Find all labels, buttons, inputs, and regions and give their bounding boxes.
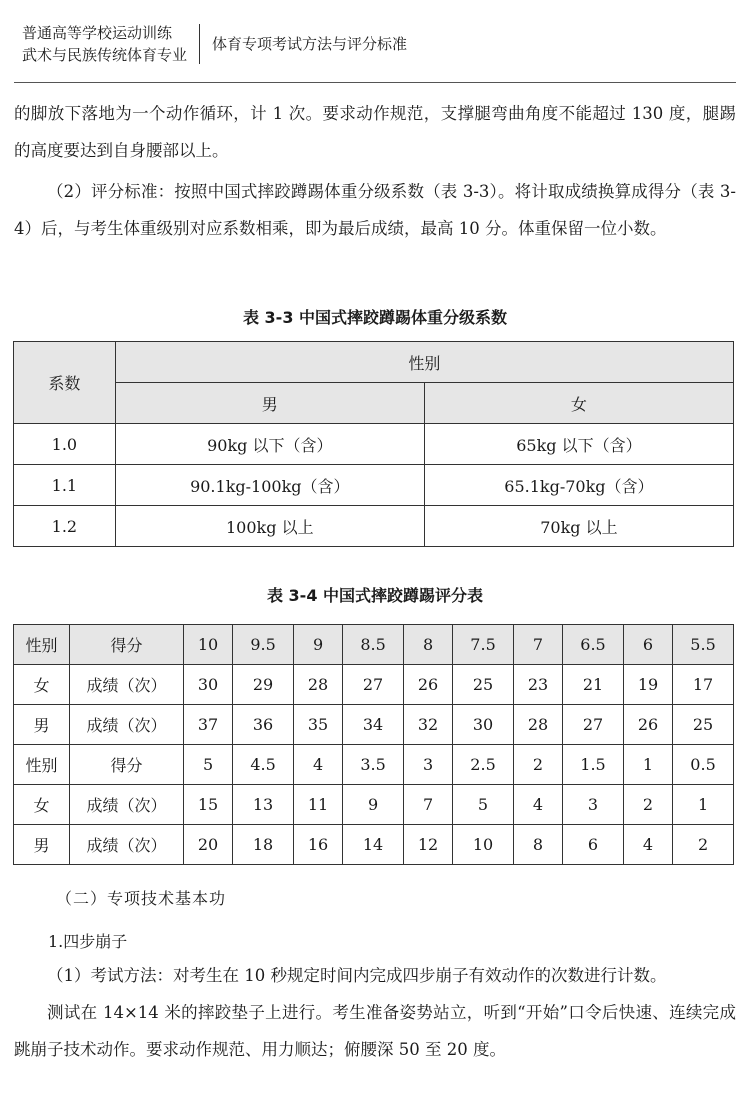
result-cell: 20 (184, 825, 233, 865)
result-cell: 30 (184, 665, 233, 705)
female-row-2 (14, 785, 734, 825)
gender-cell: 男 (14, 705, 70, 745)
table-3-3-caption: 表 3-3 中国式摔跤蹲踢体重分级系数 (242, 308, 508, 327)
result-cell: 32 (403, 705, 452, 745)
score-cell: 4 (293, 745, 342, 785)
result-label: 成绩（次） (70, 665, 184, 705)
score-cell: 10 (184, 625, 233, 665)
score-cell: 2 (513, 745, 562, 785)
result-label: 成绩（次） (70, 705, 184, 745)
paragraph-3: （1）考试方法：对考生在 10 秒规定时间内完成四步崩子有效动作的次数进行计数。 (47, 966, 667, 985)
result-cell: 34 (343, 705, 404, 745)
result-cell: 5 (453, 785, 514, 825)
table-row (14, 424, 734, 465)
result-cell: 3 (563, 785, 624, 825)
paragraph-4: 测试在 14×14 米的摔跤垫子上进行。考生准备姿势站立，听到“开始”口令后快速、连续完成跳崩子技术动作。要求动作规范、用力顺达；俯腰深 50 至 20 度。 (14, 1003, 736, 1059)
male-header: 男 (115, 383, 424, 424)
score-row-1 (14, 625, 734, 665)
section-item: 1.四步崩子 (48, 932, 128, 951)
score-cell: 9 (293, 625, 342, 665)
result-cell: 13 (233, 785, 294, 825)
table-row (14, 506, 734, 547)
score-cell: 9.5 (233, 625, 294, 665)
score-cell: 4.5 (233, 745, 294, 785)
header-left-line2: 武术与民族传统体育专业 (22, 46, 188, 64)
male-cell: 100kg 以上 (115, 506, 424, 547)
gender-header: 性别 (14, 745, 70, 785)
section-title: （二）专项技术基本功 (56, 889, 227, 908)
gender-header: 性别 (14, 625, 70, 665)
result-cell: 16 (293, 825, 342, 865)
score-row-2 (14, 745, 734, 785)
score-header: 得分 (70, 745, 184, 785)
table-3-3 (13, 341, 734, 547)
gender-cell: 男 (14, 825, 70, 865)
score-cell: 3 (403, 745, 452, 785)
result-cell: 4 (513, 785, 562, 825)
result-cell: 7 (403, 785, 452, 825)
female-cell: 65kg 以下（含） (424, 424, 733, 465)
result-cell: 27 (563, 705, 624, 745)
header-left-line1: 普通高等学校运动训练 (22, 24, 173, 42)
result-cell: 30 (453, 705, 514, 745)
gender-header: 性别 (115, 342, 733, 383)
result-label: 成绩（次） (70, 785, 184, 825)
result-cell: 12 (403, 825, 452, 865)
score-cell: 8.5 (343, 625, 404, 665)
score-cell: 6.5 (563, 625, 624, 665)
male-cell: 90.1kg-100kg（含） (115, 465, 424, 506)
result-cell: 25 (453, 665, 514, 705)
female-row-1 (14, 665, 734, 705)
result-cell: 26 (623, 705, 672, 745)
result-cell: 14 (343, 825, 404, 865)
score-header: 得分 (70, 625, 184, 665)
result-cell: 36 (233, 705, 294, 745)
score-cell: 1 (623, 745, 672, 785)
coef-cell: 1.0 (14, 424, 116, 465)
result-cell: 4 (623, 825, 672, 865)
result-cell: 9 (343, 785, 404, 825)
result-cell: 21 (563, 665, 624, 705)
result-cell: 10 (453, 825, 514, 865)
result-cell: 19 (623, 665, 672, 705)
result-label: 成绩（次） (70, 825, 184, 865)
coef-header: 系数 (14, 342, 116, 424)
result-cell: 25 (673, 705, 734, 745)
header-right: 体育专项考试方法与评分标准 (212, 35, 408, 53)
paragraph-3-wrap (14, 957, 736, 1068)
result-cell: 35 (293, 705, 342, 745)
table-row (14, 465, 734, 506)
result-cell: 17 (673, 665, 734, 705)
gender-cell: 女 (14, 665, 70, 705)
female-cell: 65.1kg-70kg（含） (424, 465, 733, 506)
result-cell: 28 (513, 705, 562, 745)
result-cell: 18 (233, 825, 294, 865)
result-cell: 2 (673, 825, 734, 865)
male-row-2 (14, 825, 734, 865)
score-cell: 0.5 (673, 745, 734, 785)
result-cell: 23 (513, 665, 562, 705)
result-cell: 11 (293, 785, 342, 825)
female-cell: 70kg 以上 (424, 506, 733, 547)
result-cell: 28 (293, 665, 342, 705)
result-cell: 2 (623, 785, 672, 825)
score-cell: 1.5 (563, 745, 624, 785)
score-cell: 2.5 (453, 745, 514, 785)
header-rule (14, 82, 736, 83)
score-cell: 8 (403, 625, 452, 665)
result-cell: 29 (233, 665, 294, 705)
paragraph-2: （2）评分标准：按照中国式摔跤蹲踢体重分级系数（表 3-3）。将计取成绩换算成得分（表 3-4）后，与考生体重级别对应系数相乘，即为最后成绩，最高 10 分。体重保留一位小数。 (14, 182, 736, 238)
score-cell: 3.5 (343, 745, 404, 785)
paragraph-1: 的脚放下落地为一个动作循环，计 1 次。要求动作规范，支撑腿弯曲角度不能超过 130 度，腿踢的高度要达到自身腰部以上。 (14, 104, 736, 160)
score-cell: 7 (513, 625, 562, 665)
table-3-4-caption: 表 3-4 中国式摔跤蹲踢评分表 (266, 586, 484, 605)
score-cell: 7.5 (453, 625, 514, 665)
result-cell: 1 (673, 785, 734, 825)
result-cell: 15 (184, 785, 233, 825)
result-cell: 8 (513, 825, 562, 865)
header-left (22, 22, 199, 66)
coef-cell: 1.1 (14, 465, 116, 506)
score-cell: 6 (623, 625, 672, 665)
table-3-4 (13, 624, 734, 865)
male-cell: 90kg 以下（含） (115, 424, 424, 465)
score-cell: 5 (184, 745, 233, 785)
result-cell: 37 (184, 705, 233, 745)
result-cell: 27 (343, 665, 404, 705)
result-cell: 6 (563, 825, 624, 865)
score-cell: 5.5 (673, 625, 734, 665)
female-header: 女 (424, 383, 733, 424)
result-cell: 26 (403, 665, 452, 705)
page-header (22, 22, 407, 66)
male-row-1 (14, 705, 734, 745)
gender-cell: 女 (14, 785, 70, 825)
coef-cell: 1.2 (14, 506, 116, 547)
